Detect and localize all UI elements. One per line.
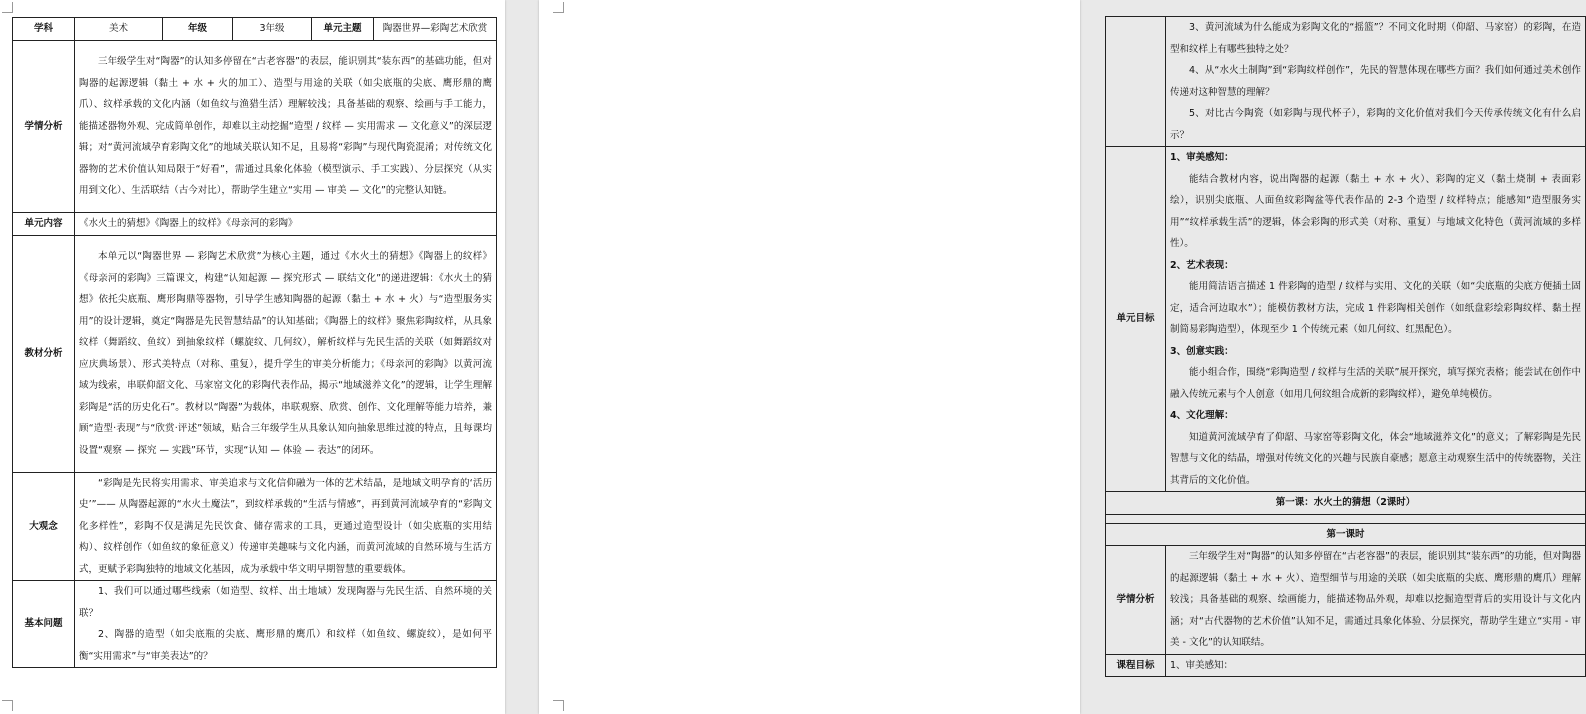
grade-label: 年级 bbox=[163, 18, 233, 41]
period-title: 第一课时 bbox=[1106, 523, 1586, 546]
left-page bbox=[0, 0, 505, 714]
subject-label: 学科 bbox=[13, 18, 75, 41]
lesson-xueqing-text: 三年级学生对“陶器”的认知多停留在“古老容器”的表层，能识别其“装东西”的功能，但对陶器的起源逻辑（黏土 + 水 + 火）、造型细节与用途的关联（如尖底瓶的尖底、鹰形鼎的鹰爪）理解较浅；具备基础的观察、绘画能力，能描述物品外观，却难以挖掘造型背后的实用设计与文化内涵；对“古代器物的艺术价值”认知不足，需通过具象化体验、分层探究，帮助学生建立“实用 - 审美 - 文化”的认知联结。 bbox=[1170, 551, 1581, 648]
unit-plan-table-left bbox=[12, 17, 497, 668]
goal-2-text: 能用简洁语言描述 1 件彩陶的造型 / 纹样与实用、文化的关联（如“尖底瓶的尖底方便插土固定，适合河边取水”）；能模仿教材方法，完成 1 件彩陶相关创作（如纸盘彩绘彩陶纹样、黏土捏制简易彩陶造型），体现至少 1 个传统元素（如几何纹、红黑配色）。 bbox=[1170, 281, 1581, 335]
basic-question-label: 基本问题 bbox=[13, 581, 75, 668]
big-idea-text: “彩陶是先民将实用需求、审美追求与文化信仰融为一体的艺术结晶，是地域文明孕育的‘活历史’”—— 从陶器起源的“水火土魔法”，到纹样承载的“生活与情感”，再到黄河流域孕育的“彩陶文化多样性”，彩陶不仅是满足先民饮食、储存需求的工具，更通过造型设计（如尖底瓶的实用结构）、纹样创作（如鱼纹的象征意义）传递审美趣味与文化内涵，而黄河流域的自然环境与生活方式，更赋予彩陶独特的地域文化基因，成为承载中华文明早期智慧的重要载体。 bbox=[79, 477, 492, 575]
crop-mark bbox=[2, 2, 13, 13]
goal-3-title: 3、创意实践： bbox=[1170, 345, 1234, 357]
header-row bbox=[13, 18, 497, 41]
goal-4-text: 知道黄河流域孕育了仰韶、马家窑等彩陶文化，体会“地域滋养文化”的意义；了解彩陶是先民智慧与文化的结晶，增强对传统文化的兴趣与民族自豪感；愿意主动观察生活中的传统器物，关注其背后的文化价值。 bbox=[1170, 431, 1581, 486]
crop-mark bbox=[2, 700, 13, 711]
grade-value: 3年级 bbox=[233, 18, 312, 41]
course-goals-text: 1、审美感知： bbox=[1170, 659, 1234, 671]
xueqing-label: 学情分析 bbox=[13, 41, 75, 213]
xueqing-text: 三年级学生对“陶器”的认知多停留在“古老容器”的表层，能识别其“装东西”的基础功能，但对陶器的起源逻辑（黏土 + 水 + 火的加工）、造型与用途的关联（如尖底瓶的尖底、鹰形鼎的鹰爪）、纹样承载的文化内涵（如鱼纹与渔猎生活）理解较浅；具备基础的观察、绘画与手工能力，能描述器物外观、完成简单创作，却难以主动挖掘“造型 / 纹样 — 实用需求 — 文化意义”的深层逻辑；对“黄河流域孕育彩陶文化”的地域关联认知不足，且易将“彩陶”与现代陶瓷混淆；对传统文化器物的艺术价值认知局限于“好看”，需通过具象化体验（模型演示、手工实践）、分层探究（从实用到文化）、生活联结（古今对比），帮助学生建立“实用 — 审美 — 文化”的完整认知链。 bbox=[79, 56, 492, 197]
lesson-xueqing-label: 学情分析 bbox=[1106, 546, 1166, 655]
unit-theme-value: 陶器世界—彩陶艺术欣赏 bbox=[374, 18, 497, 41]
basic-question-row bbox=[13, 581, 497, 668]
crop-mark bbox=[553, 700, 564, 711]
subject-value: 美术 bbox=[75, 18, 163, 41]
goal-4-title: 4、文化理解： bbox=[1170, 410, 1234, 421]
unit-theme-label: 单元主题 bbox=[312, 18, 374, 41]
basic-question-1: 1、我们可以通过哪些线索（如造型、纹样、出土地域）发现陶器与先民生活、自然环境的关联？ bbox=[79, 586, 492, 619]
basic-question-4: 4、从“水火土制陶”到“彩陶纹样创作”，先民的智慧体现在哪些方面？我们如何通过美术创作传递对这种智慧的理解？ bbox=[1170, 65, 1581, 98]
basic-question-3: 3、黄河流域为什么能成为彩陶文化的“摇篮”？不同文化时期（仰韶、马家窑）的彩陶，在造型和纹样上有哪些独特之处？ bbox=[1170, 22, 1581, 55]
lesson-xueqing-row bbox=[1106, 546, 1586, 655]
period-title-row bbox=[1106, 523, 1586, 546]
unit-content-text: 《水火土的猜想》《陶器上的纹样》《母亲河的彩陶》 bbox=[79, 218, 298, 229]
basic-question-5: 5、对比古今陶瓷（如彩陶与现代杯子），彩陶的文化价值对我们今天传承传统文化有什么启示？ bbox=[1170, 108, 1581, 141]
lesson-title: 第一课：水火土的猜想（2课时） bbox=[1106, 492, 1586, 515]
unit-goals-row bbox=[1106, 147, 1586, 492]
goal-3-text: 能小组合作，围绕“彩陶造型 / 纹样与生活的关联”展开探究，填写探究表格；能尝试在创作中融入传统元素与个人创意（如用几何纹组合成新的彩陶纹样），避免单纯模仿。 bbox=[1170, 367, 1581, 400]
unit-plan-table-right bbox=[1105, 16, 1586, 677]
right-page bbox=[539, 0, 1581, 714]
course-goals-row bbox=[1106, 654, 1586, 677]
unit-content-row bbox=[13, 213, 497, 236]
textbook-label: 教材分析 bbox=[13, 235, 75, 472]
goal-1-title: 1、审美感知： bbox=[1170, 152, 1234, 163]
textbook-row bbox=[13, 235, 497, 472]
xueqing-row bbox=[13, 41, 497, 213]
goal-2-title: 2、艺术表现： bbox=[1170, 259, 1234, 271]
crop-mark bbox=[553, 2, 564, 13]
spacer-row bbox=[1106, 514, 1586, 523]
textbook-text: 本单元以“陶器世界 — 彩陶艺术欣赏”为核心主题，通过《水火土的猜想》《陶器上的纹样》《母亲河的彩陶》三篇课文，构建“认知起源 — 探究形式 — 联结文化”的递进逻辑：《水火土的猜想》依托尖底瓶、鹰形陶鼎等器物，引导学生感知陶器的起源（黏土 + 水 + 火）与“造型服务实用”的设计逻辑，奠定“陶器是先民智慧结晶”的认知基础；《陶器上的纹样》聚焦彩陶纹样，从具象纹样（舞蹈纹、鱼纹）到抽象纹样（螺旋纹、几何纹），解析纹样与先民生活的关联（如舞蹈纹对应庆典场景）、形式美特点（对称、重复），提升学生的审美分析能力；《母亲河的彩陶》以黄河流域为线索，串联仰韶文化、马家窑文化的彩陶代表作品，揭示“地域滋养文化”的逻辑，让学生理解彩陶是“活的历史化石”。教材以“陶器”为载体，串联观察、欣赏、创作、文化理解等能力培养，兼顾“造型·表现”与“欣赏·评述”领域，贴合三年级学生从具象认知向抽象思维过渡的特点，且每课均设置“观察 — 探究 — 实践”环节，实现“认知 — 体验 — 表达”的闭环。 bbox=[79, 251, 492, 456]
continued-question-row bbox=[1106, 17, 1586, 147]
big-idea-row bbox=[13, 472, 497, 581]
lesson-title-row bbox=[1106, 492, 1586, 515]
big-idea-label: 大观念 bbox=[13, 472, 75, 581]
unit-goals-label: 单元目标 bbox=[1106, 147, 1166, 492]
goal-1-text: 能结合教材内容，说出陶器的起源（黏土 + 水 + 火）、彩陶的定义（黏土烧制 + 表面彩绘），识别尖底瓶、人面鱼纹彩陶盆等代表作品的 2-3 个造型 / 纹样特点；能感知“造型服务实用”“纹样承载生活”的逻辑，体会彩陶的形式美（对称、重复）与地域文化特色（黄河流域的多样性）。 bbox=[1170, 173, 1581, 249]
basic-question-2: 2、陶器的造型（如尖底瓶的尖底、鹰形鼎的鹰爪）和纹样（如鱼纹、螺旋纹），是如何平衡“实用需求”与“审美表达”的？ bbox=[79, 629, 492, 662]
course-goals-label: 课程目标 bbox=[1106, 654, 1166, 677]
unit-content-label: 单元内容 bbox=[13, 213, 75, 236]
